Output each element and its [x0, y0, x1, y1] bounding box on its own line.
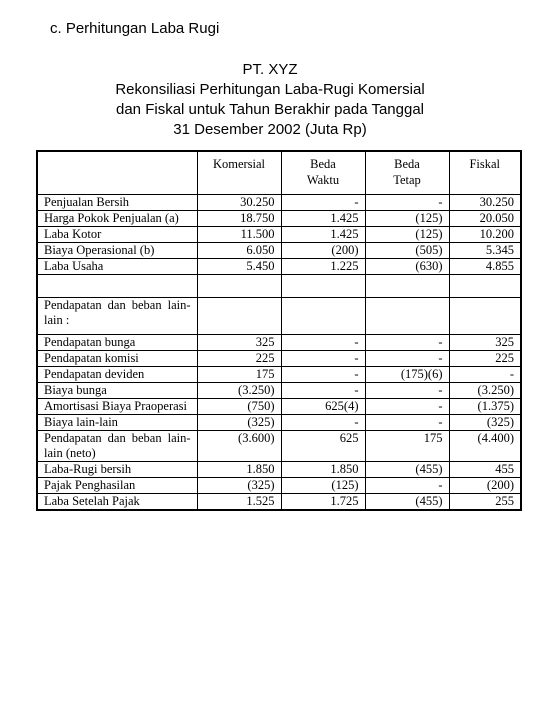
table-row [37, 431, 521, 462]
komersial-value: 11.500 [197, 227, 281, 243]
table-row [37, 243, 521, 259]
fiskal-value: (325) [449, 415, 521, 431]
table-row [37, 298, 521, 335]
table-row [37, 227, 521, 243]
fiskal-value: 4.855 [449, 259, 521, 275]
spacer-cell [197, 275, 281, 298]
beda-waktu-value [281, 298, 365, 335]
row-label: Penjualan Bersih [37, 195, 197, 211]
beda-waktu-value: - [281, 415, 365, 431]
beda-waktu-value: 1.225 [281, 259, 365, 275]
header-fiskal: Fiskal [449, 151, 521, 195]
komersial-value: 6.050 [197, 243, 281, 259]
beda-waktu-value: 1.425 [281, 227, 365, 243]
fiskal-value: 30.250 [449, 195, 521, 211]
spacer-cell [37, 275, 197, 298]
beda-waktu-value: 1.425 [281, 211, 365, 227]
komersial-value [197, 298, 281, 335]
beda-tetap-value: (125) [365, 211, 449, 227]
beda-waktu-value: 625 [281, 431, 365, 462]
table-row [37, 335, 521, 351]
fiskal-value: (1.375) [449, 399, 521, 415]
beda-tetap-value [365, 298, 449, 335]
table-row [37, 399, 521, 415]
fiskal-value: (3.250) [449, 383, 521, 399]
beda-tetap-value: - [365, 383, 449, 399]
beda-waktu-value: (125) [281, 478, 365, 494]
report-title-line-1: Rekonsiliasi Perhitungan Laba-Rugi Komersial [115, 81, 425, 98]
table-row [37, 478, 521, 494]
header-komersial: Komersial [197, 151, 281, 195]
table-row [37, 211, 521, 227]
row-label: Pendapatan deviden [37, 367, 197, 383]
fiskal-value: 5.345 [449, 243, 521, 259]
komersial-value: 5.450 [197, 259, 281, 275]
header-beda-waktu: Beda Waktu [281, 151, 365, 195]
komersial-value: 175 [197, 367, 281, 383]
komersial-value: 30.250 [197, 195, 281, 211]
beda-tetap-value: (125) [365, 227, 449, 243]
table-row [37, 383, 521, 399]
beda-tetap-value: - [365, 195, 449, 211]
table-header-row [37, 151, 521, 195]
komersial-value: 1.525 [197, 494, 281, 511]
header-beda-tetap: Beda Tetap [365, 151, 449, 195]
company-name: PT. XYZ [242, 61, 298, 78]
row-label: Laba Setelah Pajak [37, 494, 197, 511]
beda-tetap-value: - [365, 415, 449, 431]
komersial-value: 225 [197, 351, 281, 367]
beda-tetap-value: (505) [365, 243, 449, 259]
spacer-cell [281, 275, 365, 298]
row-label: Harga Pokok Penjualan (a) [37, 211, 197, 227]
table-row [37, 351, 521, 367]
report-title-line-2: dan Fiskal untuk Tahun Berakhir pada Tanggal [116, 101, 424, 118]
row-label: Pendapatan bunga [37, 335, 197, 351]
table-row [37, 462, 521, 478]
komersial-value: (3.250) [197, 383, 281, 399]
fiskal-value: 255 [449, 494, 521, 511]
table-row [37, 494, 521, 511]
row-label: Pajak Penghasilan [37, 478, 197, 494]
beda-waktu-value: - [281, 367, 365, 383]
spacer-row [37, 275, 521, 298]
reconciliation-table [36, 150, 522, 511]
beda-tetap-value: (455) [365, 462, 449, 478]
table-row [37, 367, 521, 383]
beda-tetap-value: - [365, 478, 449, 494]
row-label: Amortisasi Biaya Praoperasi [37, 399, 197, 415]
komersial-value: 325 [197, 335, 281, 351]
komersial-value: 1.850 [197, 462, 281, 478]
row-label: Biaya bunga [37, 383, 197, 399]
report-title-line-3: 31 Desember 2002 (Juta Rp) [173, 121, 367, 138]
row-label: Laba Kotor [37, 227, 197, 243]
fiskal-value: - [449, 367, 521, 383]
header-label-column [37, 151, 197, 195]
beda-tetap-value: (630) [365, 259, 449, 275]
spacer-cell [365, 275, 449, 298]
beda-waktu-value: - [281, 351, 365, 367]
beda-waktu-value: (200) [281, 243, 365, 259]
komersial-value: (3.600) [197, 431, 281, 462]
beda-tetap-value: - [365, 351, 449, 367]
row-label: Pendapatan komisi [37, 351, 197, 367]
beda-waktu-value: - [281, 383, 365, 399]
beda-tetap-value: 175 [365, 431, 449, 462]
row-label: Pendapatan dan beban lain-lain (neto) [37, 431, 197, 462]
komersial-value: 18.750 [197, 211, 281, 227]
fiskal-value: 20.050 [449, 211, 521, 227]
beda-tetap-value: - [365, 399, 449, 415]
table-row [37, 195, 521, 211]
beda-tetap-value: (175)(6) [365, 367, 449, 383]
komersial-value: (325) [197, 478, 281, 494]
fiskal-value: (4.400) [449, 431, 521, 462]
spacer-cell [449, 275, 521, 298]
beda-tetap-value: (455) [365, 494, 449, 511]
beda-waktu-value: - [281, 195, 365, 211]
fiskal-value: 10.200 [449, 227, 521, 243]
fiskal-value: 225 [449, 351, 521, 367]
beda-waktu-value: 1.725 [281, 494, 365, 511]
komersial-value: (750) [197, 399, 281, 415]
komersial-value: (325) [197, 415, 281, 431]
section-title: c. Perhitungan Laba Rugi [50, 20, 220, 37]
row-label: Biaya Operasional (b) [37, 243, 197, 259]
beda-waktu-value: - [281, 335, 365, 351]
fiskal-value [449, 298, 521, 335]
beda-waktu-value: 1.850 [281, 462, 365, 478]
beda-tetap-value: - [365, 335, 449, 351]
report-heading [40, 60, 500, 140]
table-row [37, 259, 521, 275]
row-label: Laba Usaha [37, 259, 197, 275]
fiskal-value: 455 [449, 462, 521, 478]
row-label: Pendapatan dan beban lain-lain : [37, 298, 197, 335]
fiskal-value: (200) [449, 478, 521, 494]
beda-waktu-value: 625(4) [281, 399, 365, 415]
row-label: Laba-Rugi bersih [37, 462, 197, 478]
fiskal-value: 325 [449, 335, 521, 351]
table-row [37, 415, 521, 431]
row-label: Biaya lain-lain [37, 415, 197, 431]
